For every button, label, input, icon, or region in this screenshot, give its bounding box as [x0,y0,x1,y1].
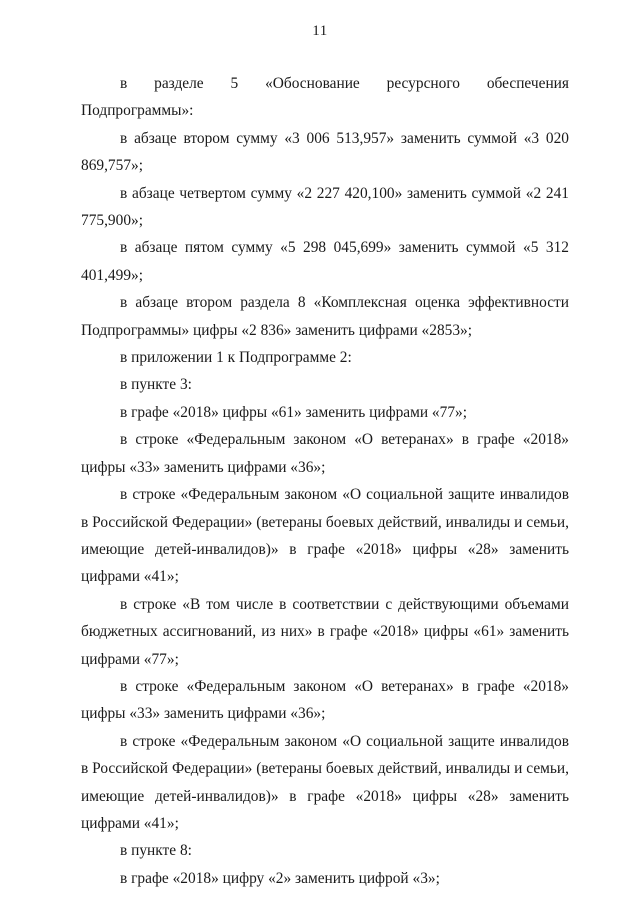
paragraph-amendment-fifth-clause: в абзаце пятом сумму «5 298 045,699» заменить суммой «5 312 401,499»; [81,239,569,284]
document-body [81,70,569,892]
paragraph-appendix-1-heading: в приложении 1 к Подпрограмме 2: [120,349,352,367]
paragraph-section-5-heading: в разделе 5 «Обоснование ресурсного обеспечения Подпрограммы»: [81,75,569,120]
page-number: 11 [312,23,328,39]
paragraph-amendment-second-clause: в абзаце втором сумму «3 006 513,957» заменить суммой «3 020 869,757»; [81,129,569,175]
paragraph-item-8-heading: в пункте 8: [120,842,192,860]
paragraph-disabled-protection-row-change-2: в строке «Федеральным законом «О социальной защите инвалидов в Российской Федерации» (ветераны боевых действий, инвалиды и семьи, имеющие детей-инвалидов)» в графе «2018» цифры «28» заменить цифрами «41»; [81,732,569,832]
paragraph-veterans-row-change: в строке «Федеральным законом «О ветеранах» в графе «2018» цифры «33» заменить цифрами «36»; [81,431,569,476]
paragraph-budget-allocations-row-change: в строке «В том числе в соответствии с действующими объемами бюджетных ассигнований, из них» в графе «2018» цифры «61» заменить цифрами «77»; [81,595,569,668]
paragraph-column-2018-change: в графе «2018» цифры «61» заменить цифрами «77»; [120,403,467,421]
paragraph-veterans-row-change-2: в строке «Федеральным законом «О ветеранах» в графе «2018» цифры «33» заменить цифрами «36»; [81,677,569,723]
paragraph-amendment-fourth-clause: в абзаце четвертом сумму «2 227 420,100» заменить суммой «2 241 775,900»; [81,184,569,230]
paragraph-item-3-heading: в пункте 3: [120,376,192,394]
paragraph-item-8-column-2018-change: в графе «2018» цифру «2» заменить цифрой «3»; [120,869,440,887]
paragraph-section-8-amendment: в абзаце втором раздела 8 «Комплексная оценка эффективности Подпрограммы» цифры «2 836» заменить цифрами «2853»; [81,294,569,339]
paragraph-disabled-protection-row-change: в строке «Федеральным законом «О социальной защите инвалидов в Российской Федерации» (ветераны боевых действий, инвалиды и семьи, имеющие детей-инвалидов)» в графе «2018» цифры «28» заменить цифрами «41»; [81,486,569,586]
